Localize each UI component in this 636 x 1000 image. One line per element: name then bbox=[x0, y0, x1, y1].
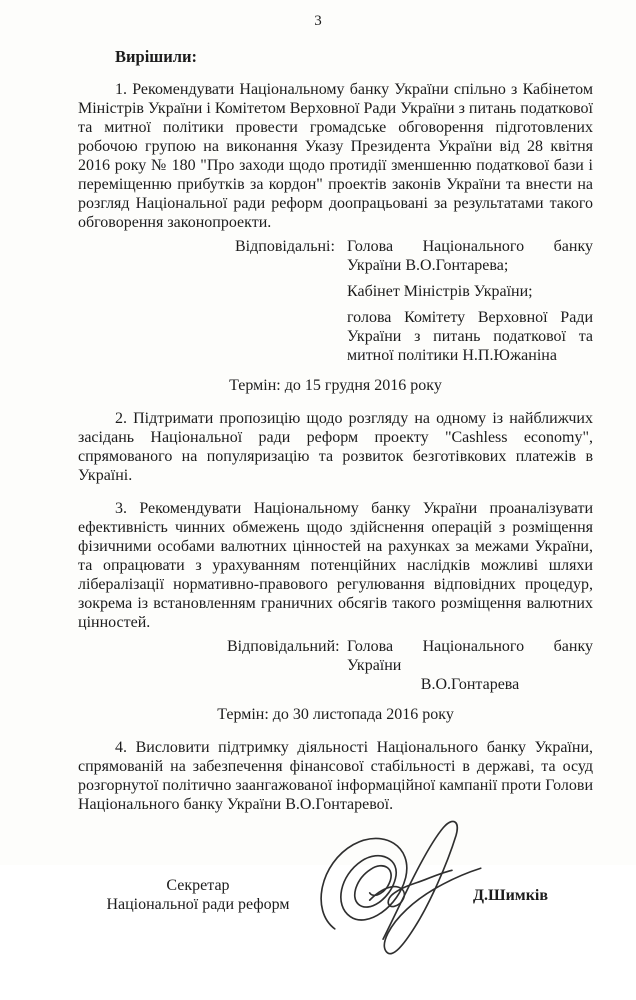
responsible-entry: голова Комітету Верховної Ради України з питань податкової та митної політики Н.П.Южаніна bbox=[347, 309, 593, 364]
responsible-label: Відповідальні: bbox=[235, 238, 335, 255]
responsible-block-1 bbox=[235, 237, 593, 365]
responsible-entry: Голова Національного банку України bbox=[347, 638, 593, 674]
signatory-role-line: Національної ради реформ bbox=[106, 896, 290, 913]
deadline-line-1: Термін: до 15 грудня 2016 року bbox=[229, 377, 442, 394]
signatory-name: Д.Шимків bbox=[473, 887, 548, 904]
paragraph-2: 2. Підтримати пропозицію щодо розгляду на одному із найближчих засідань Національної ради реформ проекту "Cashless economy", спрямованого на популяризацію та розвиток безготівкових платежів в Україні. bbox=[78, 410, 593, 484]
paragraph-3: 3. Рекомендувати Національному банку України проаналізувати ефективність чинних обмежень щодо здійснення операцій з розміщення фізичними особами валютних цінностей на рахунках за межами України, та опрацювати з урахуванням потенційних наслідків можливі шляхи лібералізації нормативно-правового регулювання відповідних процедур, зокрема із встановленням граничних обсягів такого розміщення валютних цінностей. bbox=[78, 500, 593, 631]
responsible-block-2 bbox=[227, 637, 593, 694]
responsible-entry: Голова Національного банку України В.О.Гонтарева; bbox=[347, 238, 593, 274]
responsible-entry: Кабінет Міністрів України; bbox=[347, 283, 533, 300]
section-heading: Вирішили: bbox=[115, 47, 197, 66]
responsible-entries bbox=[347, 237, 593, 365]
responsible-entry: В.О.Гонтарева bbox=[420, 676, 520, 693]
signatory-role bbox=[92, 876, 304, 914]
paragraph-4: 4. Висловити підтримку діяльності Національного банку України, спрямованій на забезпечення фінансової стабільності в державі, та осуд розгорнутої політично заангажованої інформаційної кампанії проти Голови Національного банку України В.О.Гонтаревої. bbox=[78, 739, 593, 813]
signature-block bbox=[78, 830, 593, 1000]
signature-icon bbox=[306, 812, 491, 980]
paragraph-1: 1. Рекомендувати Національному банку України спільно з Кабінетом Міністрів України і Комітетом Верховної Ради України з питань податкової та митної політики провести громадське обговорення підготовлених робочою групою на виконання Указу Президента України від 28 квітня 2016 року № 180 "Про заходи щодо протидії зменшенню податкової бази і переміщенню прибутків за кордон" проектів законів України та внести на розгляд Національної ради реформ доопрацьовані за результатами такого обговорення законопроекти. bbox=[78, 81, 593, 231]
signatory-role-line: Секретар bbox=[166, 877, 230, 894]
deadline-line-2: Термін: до 30 листопада 2016 року bbox=[217, 706, 454, 723]
responsible-label: Відповідальний: bbox=[227, 638, 340, 655]
responsible-entries bbox=[347, 637, 593, 694]
document-body bbox=[78, 47, 593, 1000]
page-number: 3 bbox=[314, 13, 322, 29]
